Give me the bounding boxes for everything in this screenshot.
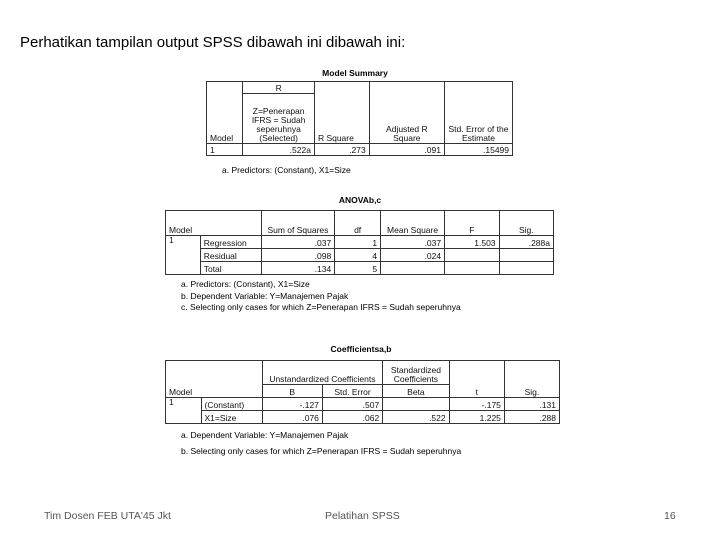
anova-row-ms: .024 — [381, 249, 445, 262]
coefficients-model-header: Model — [166, 361, 263, 398]
coefficients-row-beta: .522 — [383, 411, 449, 424]
model-summary-model-cell: 1 — [207, 144, 243, 156]
anova-row-ms — [381, 262, 445, 275]
anova-note: b. Dependent Variable: Y=Manajemen Pajak — [181, 290, 349, 301]
model-summary-notes — [222, 165, 351, 177]
model-summary-r-group-header: R — [243, 82, 315, 94]
anova-ms-header: Mean Square — [381, 211, 445, 236]
coefficients-row-b: .076 — [262, 411, 322, 424]
page-number: 16 — [664, 510, 676, 522]
model-summary-table — [206, 81, 513, 156]
anova-ss-header: Sum of Squares — [261, 211, 335, 236]
coefficients-t-header: t — [449, 361, 504, 398]
anova-row-df: 4 — [335, 249, 381, 262]
anova-row-ss: .134 — [261, 262, 335, 275]
anova-note: c. Selecting only cases for which Z=Penerapan IFRS = Sudah seperuhnya — [181, 302, 461, 312]
anova-row-label: Regression — [200, 236, 261, 249]
anova-row-label: Total — [200, 262, 261, 275]
coefficients-row-label: (Constant) — [201, 398, 262, 411]
coefficients-b-header: B — [262, 385, 322, 398]
anova-row-f: 1.503 — [445, 236, 499, 249]
coefficients-row-b: -.127 — [262, 398, 322, 411]
coefficients-notes — [181, 430, 461, 457]
anova-row-ms: .037 — [381, 236, 445, 249]
anova-model-header: Model — [166, 211, 262, 236]
anova-row-f — [445, 249, 499, 262]
model-summary-r-cell: .522a — [243, 144, 315, 156]
footer-left: Tim Dosen FEB UTA'45 Jkt — [44, 510, 171, 522]
model-summary-r-square-cell: .273 — [314, 144, 369, 156]
model-summary-adj-r-square-cell: .091 — [369, 144, 444, 156]
anova-row-label: Residual — [200, 249, 261, 262]
anova-model-no: 1 — [166, 236, 201, 275]
coefficients-sig-header: Sig. — [504, 361, 559, 398]
anova-f-header: F — [445, 211, 499, 236]
coefficients-row-t: 1.225 — [449, 411, 504, 424]
anova-row-ss: .037 — [261, 236, 335, 249]
model-summary-adj-r-square-header: Adjusted R Square — [369, 82, 444, 144]
model-summary-note: a. Predictors: (Constant), X1=Size — [222, 165, 351, 175]
anova-sig-header: Sig. — [499, 211, 553, 236]
coefficients-note: b. Selecting only cases for which Z=Penerapan IFRS = Sudah seperuhnya — [181, 445, 462, 456]
model-summary-model-header: Model — [207, 82, 243, 144]
coefficients-std-error-header: Std. Error — [322, 385, 382, 398]
footer-center: Pelatihan SPSS — [325, 510, 400, 522]
model-summary-r-square-header: R Square — [314, 82, 369, 144]
anova-row-ss: .098 — [261, 249, 335, 262]
anova-df-header: df — [335, 211, 381, 236]
coefficients-unstandardized-header: Unstandardized Coefficients — [262, 361, 383, 385]
coefficients-row-t: -.175 — [449, 398, 504, 411]
anova-row-f — [445, 262, 499, 275]
model-summary-std-error-header: Std. Error of the Estimate — [444, 82, 512, 144]
anova-row-sig — [499, 262, 553, 275]
coefficients-caption: Coefficientsa,b — [330, 344, 392, 354]
coefficients-table — [165, 360, 560, 424]
anova-table — [165, 210, 554, 275]
anova-row-df: 5 — [335, 262, 381, 275]
anova-row-sig: .288a — [499, 236, 553, 249]
coefficients-standardized-header: Standardized Coefficients — [383, 361, 449, 385]
anova-row-df: 1 — [335, 236, 381, 249]
model-summary-caption: Model Summary — [322, 68, 388, 78]
coefficients-model-no: 1 — [166, 398, 202, 424]
anova-caption: ANOVAb,c — [338, 195, 382, 205]
coefficients-beta-header: Beta — [383, 385, 449, 398]
anova-note: a. Predictors: (Constant), X1=Size — [181, 279, 310, 289]
coefficients-row-label: X1=Size — [201, 411, 262, 424]
model-summary-r-selected-header: Z=Penerapan IFRS = Sudah seperuhnya (Selected) — [243, 94, 315, 144]
coefficients-row-sig: .131 — [504, 398, 559, 411]
coefficients-row-beta — [383, 398, 449, 411]
coefficients-row-se: .062 — [322, 411, 382, 424]
coefficients-row-sig: .288 — [504, 411, 559, 424]
coefficients-note: a. Dependent Variable: Y=Manajemen Pajak — [181, 430, 349, 440]
anova-notes — [181, 279, 461, 314]
slide-title: Perhatikan tampilan output SPSS dibawah ini dibawah ini: — [20, 34, 406, 51]
coefficients-row-se: .507 — [322, 398, 382, 411]
anova-row-sig — [499, 249, 553, 262]
model-summary-std-error-cell: .15499 — [444, 144, 512, 156]
